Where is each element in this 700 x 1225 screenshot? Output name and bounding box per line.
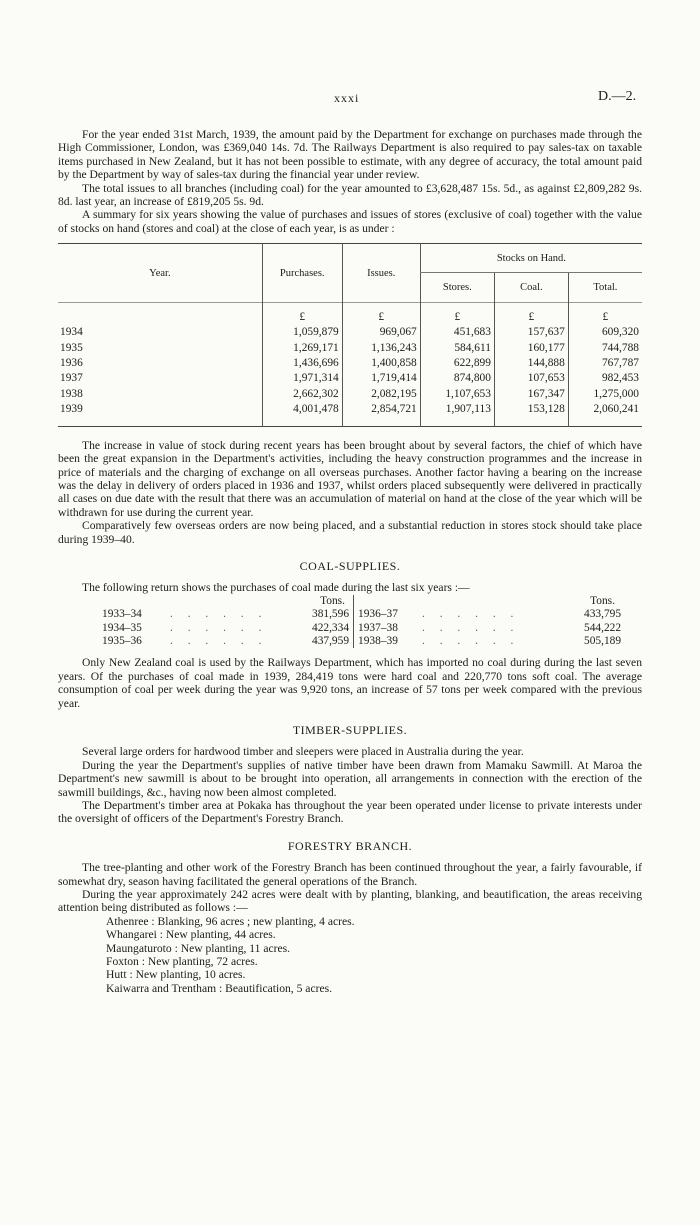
coal-table-row (102, 622, 621, 635)
stock-cell-coal: 157,637 (494, 325, 568, 340)
stock-cell-year: 1935 (60, 341, 83, 354)
col-stocks-on-hand-header: Stocks on Hand. (420, 244, 642, 273)
intro-paragraph-2: The total issues to all branches (including coal) for the year amounted to £3,628,487 15s. 5d., as against £2,809,282 9s. 8d. last year, an increase of £819,205 5s. 9d. (58, 181, 642, 209)
coal-note: Only New Zealand coal is used by the Railways Department, which has imported no coal during during the last seven years. Of the purchases of coal made in 1939, 284,419 tons were hard coal and 220,770 tons soft coal. The average consumption of coal per week during the year was 9,920 tons, an increase of 57 tons per week compared with the previous year. (58, 656, 642, 710)
stock-cell-total: 609,320 (568, 325, 642, 340)
stock-cell-issues: 1,400,858 (342, 356, 420, 371)
stock-cell-issues: 1,719,414 (342, 371, 420, 386)
coal-year-left: 1933–34 (102, 608, 142, 621)
forestry-branch-heading: FORESTRY BRANCH. (287, 838, 413, 853)
stock-table-row (58, 325, 642, 340)
stock-cell-year: 1937 (60, 372, 83, 385)
forestry-paragraph-1: The tree-planting and other work of the Forestry Branch has been continued throughout the year, a fairly favourable, if somewhat dry, season having facilitated the general operations of the Branch. (58, 861, 642, 888)
tons-unit-left: Tons. (320, 594, 345, 607)
stock-table-row (58, 402, 642, 417)
stock-cell-total: 744,788 (568, 341, 642, 356)
stock-cell-issues: 1,136,243 (342, 341, 420, 356)
stock-cell-coal: 153,128 (494, 402, 568, 417)
stock-cell-purchases: 2,662,302 (262, 387, 342, 402)
coal-year-right: 1938–39 (354, 635, 415, 648)
stock-cell-purchases: 1,269,171 (262, 341, 342, 356)
forestry-areas-list (106, 915, 642, 995)
stock-note-paragraph-1: The increase in value of stock during recent years has been brought about by several factors, the chief of which have been the great expansion in the Department's activities, including the heavy construction programmes and the increase in price of materials and the charging of exchange on all overseas purchases. Another factor having a bearing on the increase was the delay in delivery of orders placed in 1936 and 1937, whilst orders placed subsequently were delivered in practically all cases on due date with the result that there was an accumulation of material on hand at the close of the year which will be withdrawn for use during the current year. (58, 438, 642, 519)
coal-intro: The following return shows the purchases of coal made during the last six years :— (82, 581, 470, 595)
stock-cell-coal: 107,653 (494, 371, 568, 386)
leader-dots: . . . . . . (170, 621, 268, 634)
stock-cell-stores: 451,683 (420, 325, 494, 340)
col-stores-header: Stores. (420, 273, 494, 303)
coal-tons-right: 505,189 (584, 634, 622, 647)
stock-cell-purchases: 1,059,879 (262, 325, 342, 340)
col-coal-header: Coal. (494, 273, 568, 303)
leader-dots: . . . . . . (170, 634, 268, 647)
stock-cell-purchases: 1,971,314 (262, 371, 342, 386)
stock-cell-purchases: 4,001,478 (262, 402, 342, 417)
coal-year-right: 1937–38 (354, 622, 415, 635)
coal-supplies-heading: COAL-SUPPLIES. (299, 558, 401, 573)
forestry-area-item: Foxton : New planting, 72 acres. (106, 955, 258, 969)
coal-year-left: 1935–36 (102, 634, 142, 647)
stock-cell-total: 982,453 (568, 371, 642, 386)
stock-cell-coal: 160,177 (494, 341, 568, 356)
forestry-area-item: Athenree : Blanking, 96 acres ; new planting, 4 acres. (106, 914, 355, 928)
stock-cell-stores: 874,800 (420, 371, 494, 386)
stock-table-row (58, 371, 642, 386)
coal-tons-left: 437,959 (312, 634, 350, 647)
col-year-header: Year. (149, 267, 171, 279)
forestry-area-item: Kaiwarra and Trentham : Beautification, 5 acres. (106, 981, 333, 995)
stock-cell-stores: 1,907,113 (420, 402, 494, 417)
coal-year-right: 1936–37 (354, 608, 415, 621)
col-purchases-header: Purchases. (262, 244, 342, 303)
forestry-area-item: Whangarei : New planting, 44 acres. (106, 928, 276, 942)
timber-paragraph-2: During the year the Department's supplies of native timber have been drawn from Mamaku Sawmill. At Maroa the Department's new sawmill is about to be brought into operation, all arrangements in connection with the erection of the sawmill buildings, &c., having now been almost completed. (58, 758, 642, 799)
stock-cell-coal: 144,888 (494, 356, 568, 371)
stock-cell-issues: 2,082,195 (342, 387, 420, 402)
stock-cell-year: 1934 (60, 326, 83, 339)
coal-tons-right: 433,795 (584, 608, 622, 621)
forestry-area-item: Hutt : New planting, 10 acres. (106, 968, 246, 982)
coal-purchases-table (102, 595, 621, 649)
page-number: xxxi (334, 91, 360, 105)
timber-supplies-heading: TIMBER-SUPPLIES. (292, 723, 408, 737)
coal-tons-left: 381,596 (312, 608, 350, 621)
timber-paragraph-3: The Department's timber area at Pokaka has throughout the year been operated under license to private interests under the oversight of officers of the Department's Forestry Branch. (58, 799, 642, 826)
col-issues-header: Issues. (342, 244, 420, 303)
stock-cell-stores: 1,107,653 (420, 387, 494, 402)
stock-cell-purchases: 1,436,696 (262, 356, 342, 371)
leader-dots: . . . . . . (422, 608, 520, 621)
stock-table-row (58, 356, 642, 371)
col-total-header: Total. (568, 273, 642, 303)
stock-cell-issues: 969,067 (342, 325, 420, 340)
coal-table-row (102, 608, 621, 621)
coal-tons-right: 544,222 (584, 621, 622, 634)
coal-year-left: 1934–35 (102, 621, 142, 634)
coal-tons-left: 422,334 (312, 621, 350, 634)
stock-cell-total: 2,060,241 (568, 402, 642, 417)
currency-symbol: £ (262, 303, 342, 326)
page-body (58, 128, 642, 995)
stock-table-row (58, 341, 642, 356)
stock-note-paragraph-2: Comparatively few overseas orders are now being placed, and a substantial reduction in stores stock should take place during 1939–40. (58, 519, 642, 546)
stock-cell-stores: 584,611 (420, 341, 494, 356)
coal-table-row (102, 635, 621, 648)
stock-summary-table (58, 243, 642, 426)
page-header (0, 89, 700, 108)
leader-dots: . . . . . . (422, 621, 520, 634)
stock-cell-total: 767,787 (568, 356, 642, 371)
stock-cell-total: 1,275,000 (568, 387, 642, 402)
forestry-area-item: Maungaturoto : New planting, 11 acres. (106, 941, 291, 955)
stock-cell-year: 1936 (60, 357, 83, 370)
stock-cell-coal: 167,347 (494, 387, 568, 402)
stock-table-wrapper (58, 243, 642, 426)
document-reference: D.—2. (598, 89, 637, 104)
stock-cell-stores: 622,899 (420, 356, 494, 371)
leader-dots: . . . . . . (422, 634, 520, 647)
intro-paragraph-1: For the year ended 31st March, 1939, the amount paid by the Department for exchange on purchases made through the High Commissioner, London, was £369,040 14s. 7d. The Railways Department is also required to pay sales-tax on taxable items purchased in New Zealand, but it has not been possible to estimate, with any degree of accuracy, the total amount paid by the Department by way of sales-tax during the financial year under review. (58, 128, 642, 182)
tons-unit-right: Tons. (590, 594, 615, 607)
stock-table-row (58, 387, 642, 402)
stock-cell-year: 1938 (60, 387, 83, 400)
stock-cell-issues: 2,854,721 (342, 402, 420, 417)
currency-symbol: £ (420, 303, 494, 326)
currency-symbol: £ (568, 303, 642, 326)
stock-cell-year: 1939 (60, 403, 83, 416)
intro-paragraph-3: A summary for six years showing the value of purchases and issues of stores (exclusive of coal) together with the value of stocks on hand (stores and coal) at the close of each year, is as under : (58, 208, 642, 235)
leader-dots: . . . . . . (170, 608, 268, 621)
currency-symbol: £ (494, 303, 568, 326)
forestry-paragraph-2: During the year approximately 242 acres were dealt with by planting, blanking, and beautification, the areas receiving attention being distributed as follows :— (58, 888, 642, 915)
timber-paragraph-1: Several large orders for hardwood timber and sleepers were placed in Australia during the year. (82, 745, 524, 759)
currency-symbol: £ (342, 303, 420, 326)
